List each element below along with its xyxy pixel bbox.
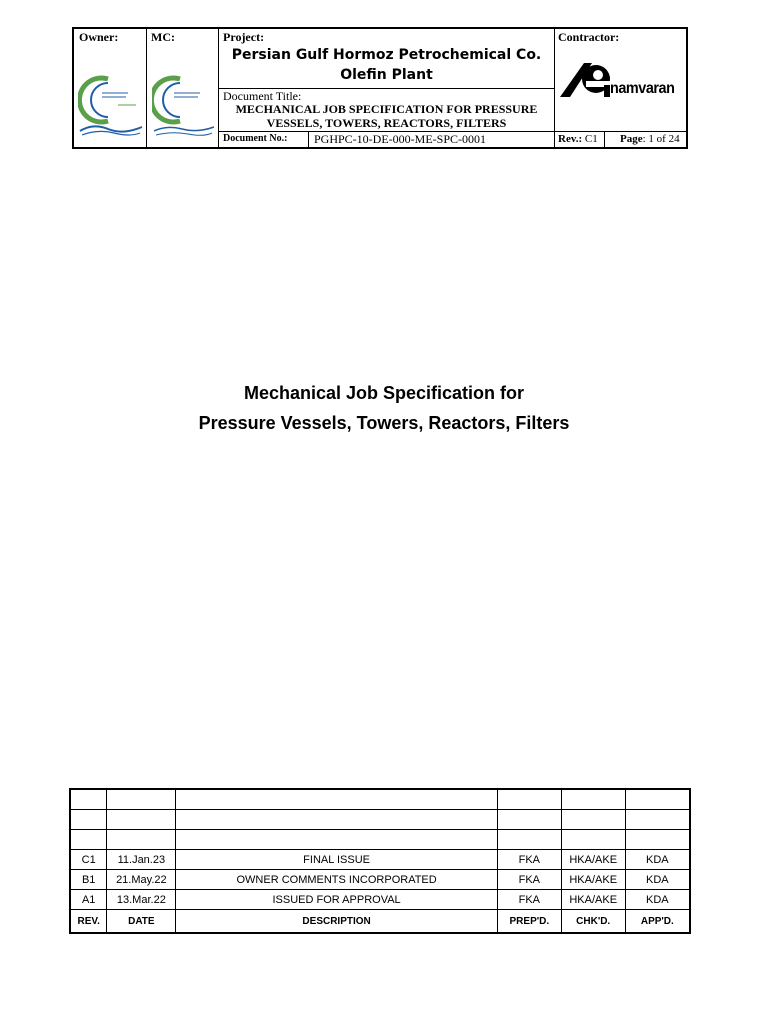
description-cell (176, 789, 498, 810)
mc-label: MC: (151, 30, 175, 44)
table-row (70, 890, 690, 910)
prepared-cell (497, 830, 561, 850)
date-cell: 21.May.22 (107, 870, 176, 890)
date-cell (107, 789, 176, 810)
page-field (620, 133, 680, 145)
checked-cell: HKA/AKE (561, 870, 625, 890)
rev-cell: A1 (70, 890, 107, 910)
approved-cell (625, 830, 690, 850)
header-approved: APP'D. (625, 910, 690, 934)
header-prepared: PREP'D. (497, 910, 561, 934)
doc-no-value: PGHPC-10-DE-000-ME-SPC-0001 (314, 132, 487, 146)
table-row (70, 810, 690, 830)
document-header (72, 27, 688, 149)
main-title-line2: Pressure Vessels, Towers, Reactors, Filters (198, 413, 570, 433)
approved-cell: KDA (625, 890, 690, 910)
doc-title-line2: VESSELS, TOWERS, REACTORS, FILTERS (266, 116, 507, 130)
date-cell: 11.Jan.23 (107, 850, 176, 870)
rev-field (558, 133, 598, 145)
date-cell: 13.Mar.22 (107, 890, 176, 910)
table-row (70, 789, 690, 810)
doc-title-line1: MECHANICAL JOB SPECIFICATION FOR PRESSURE (235, 102, 538, 116)
doc-title-label: Document Title: (223, 89, 302, 103)
prepared-cell: FKA (497, 850, 561, 870)
approved-cell (625, 810, 690, 830)
table-row (70, 830, 690, 850)
checked-cell: HKA/AKE (561, 850, 625, 870)
date-cell (107, 810, 176, 830)
prepared-cell: FKA (497, 890, 561, 910)
rev-label: Rev.: (558, 133, 583, 145)
rev-cell (70, 789, 107, 810)
description-cell (176, 810, 498, 830)
page-value: : 1 of 24 (642, 133, 680, 145)
description-cell: OWNER COMMENTS INCORPORATED (176, 870, 498, 890)
checked-cell (561, 830, 625, 850)
header-rev: REV. (70, 910, 107, 934)
page-label: Page (620, 133, 643, 145)
mc-logo-icon (152, 69, 216, 139)
rev-cell: B1 (70, 870, 107, 890)
doc-no-label: Document No.: (223, 133, 288, 144)
header-description: DESCRIPTION (176, 910, 498, 934)
approved-cell: KDA (625, 870, 690, 890)
revision-table (69, 788, 691, 934)
rev-value: C1 (584, 133, 598, 145)
project-name-line2: Olefin Plant (340, 67, 433, 83)
rev-cell (70, 810, 107, 830)
main-title-line1: Mechanical Job Specification for (243, 383, 525, 403)
project-label: Project: (223, 30, 265, 44)
rev-cell: C1 (70, 850, 107, 870)
checked-cell (561, 789, 625, 810)
description-cell: FINAL ISSUE (176, 850, 498, 870)
table-row (70, 850, 690, 870)
date-cell (107, 830, 176, 850)
approved-cell: KDA (625, 850, 690, 870)
prepared-cell: FKA (497, 870, 561, 890)
description-cell (176, 830, 498, 850)
owner-logo-icon (78, 69, 144, 139)
prepared-cell (497, 789, 561, 810)
checked-cell: HKA/AKE (561, 890, 625, 910)
checked-cell (561, 810, 625, 830)
contractor-label: Contractor: (558, 30, 620, 44)
table-header-row (70, 910, 690, 934)
owner-label: Owner: (79, 30, 119, 44)
prepared-cell (497, 810, 561, 830)
contractor-logo-text: namvaran (610, 80, 675, 97)
header-date: DATE (107, 910, 176, 934)
table-row (70, 870, 690, 890)
project-name-line1: Persian Gulf Hormoz Petrochemical Co. (231, 47, 542, 63)
description-cell: ISSUED FOR APPROVAL (176, 890, 498, 910)
approved-cell (625, 789, 690, 810)
header-checked: CHK'D. (561, 910, 625, 934)
rev-cell (70, 830, 107, 850)
